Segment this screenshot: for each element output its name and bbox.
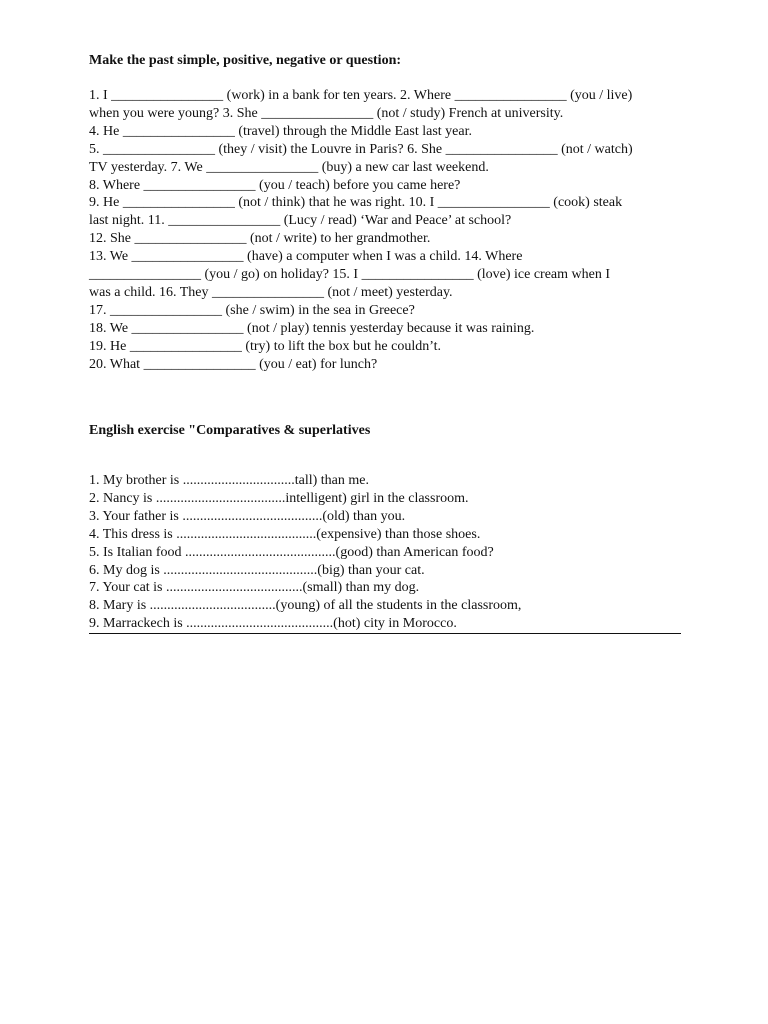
exercise-line: ________________ (you / go) on holiday? 15. I ________________ (love) ice cream when I	[89, 267, 611, 283]
exercise-line: last night. 11. ________________ (Lucy / read) ‘War and Peace’ at school?	[89, 213, 512, 229]
past-simple-heading: Make the past simple, positive, negative or question:	[89, 53, 402, 68]
exercise-line: 12. She ________________ (not / write) to her grandmother.	[89, 231, 431, 247]
exercise-line: 2. Nancy is .....................................intelligent) girl in the classroom.	[89, 490, 469, 506]
exercise-line: 5. ________________ (they / visit) the Louvre in Paris? 6. She ________________ (not / watch)	[89, 141, 633, 157]
past-simple-exercise-list	[89, 87, 689, 374]
exercise-line: 4. He ________________ (travel) through the Middle East last year.	[89, 123, 472, 139]
exercise-line: when you were young? 3. She ________________ (not / study) French at university.	[89, 105, 564, 121]
exercise-line: 9. He ________________ (not / think) that he was right. 10. I ________________ (cook) steak	[89, 195, 623, 211]
exercise-line: 5. Is Italian food ...........................................(good) than American food?	[89, 544, 494, 560]
exercise-line: 6. My dog is ............................................(big) than your cat.	[89, 562, 425, 578]
exercise-line: 20. What ________________ (you / eat) for lunch?	[89, 356, 378, 372]
exercise-line: was a child. 16. They ________________ (not / meet) yesterday.	[89, 284, 453, 300]
comparatives-heading: English exercise "Comparatives & superlatives	[89, 423, 371, 438]
exercise-line: 19. He ________________ (try) to lift the box but he couldn’t.	[89, 338, 442, 354]
exercise-line: 18. We ________________ (not / play) tennis yesterday because it was raining.	[89, 320, 535, 336]
exercise-line: 9. Marrackech is ..........................................(hot) city in Morocco.	[89, 615, 681, 634]
exercise-line: 8. Mary is ....................................(young) of all the students in the classroom,	[89, 598, 522, 614]
exercise-line: 1. I ________________ (work) in a bank for ten years. 2. Where ________________ (you / live)	[89, 88, 633, 103]
exercise-line: 8. Where ________________ (you / teach) before you came here?	[89, 177, 461, 193]
comparatives-exercise-list	[89, 472, 689, 634]
exercise-line: 13. We ________________ (have) a computer when I was a child. 14. Where	[89, 249, 523, 265]
exercise-line: TV yesterday. 7. We ________________ (buy) a new car last weekend.	[89, 159, 489, 175]
exercise-line: 1. My brother is ................................tall) than me.	[89, 473, 369, 488]
exercise-line: 7. Your cat is .......................................(small) than my dog.	[89, 580, 420, 596]
exercise-line: 4. This dress is ........................................(expensive) than those shoes.	[89, 526, 481, 542]
exercise-line: 17. ________________ (she / swim) in the sea in Greece?	[89, 302, 415, 318]
exercise-line: 3. Your father is ........................................(old) than you.	[89, 508, 406, 524]
